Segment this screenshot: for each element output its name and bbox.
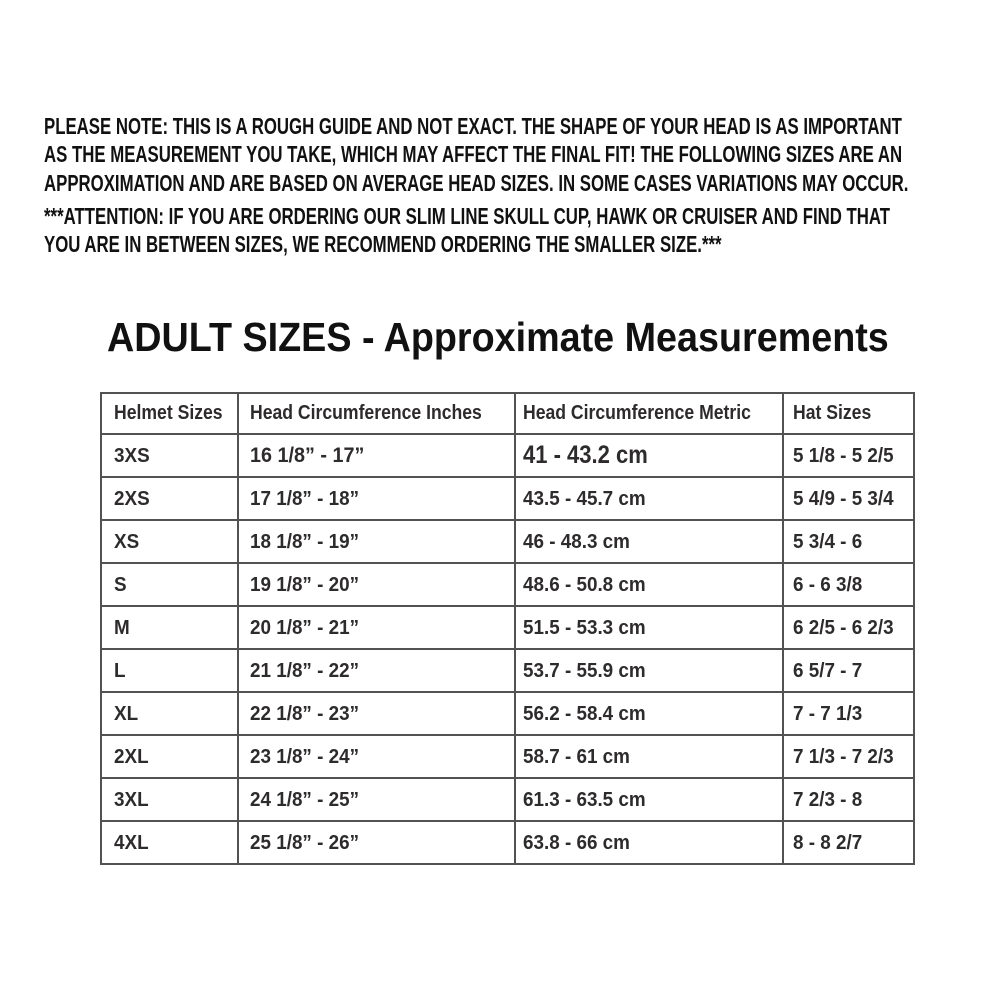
inches-cell <box>238 692 514 735</box>
inches-cell <box>238 606 514 649</box>
metric-value: 63.8 - 66 cm <box>522 830 630 854</box>
hat-size-value: 6 5/7 - 7 <box>792 658 863 682</box>
hat-size-value: 6 2/5 - 6 2/3 <box>792 615 894 639</box>
helmet-size-cell <box>101 778 238 821</box>
helmet-size-cell <box>101 434 238 477</box>
hat-size-cell <box>783 520 914 563</box>
helmet-size-cell <box>101 520 238 563</box>
metric-value: 53.7 - 55.9 cm <box>522 658 646 682</box>
table-row <box>101 778 914 821</box>
table-header-cell <box>238 393 514 434</box>
inches-cell <box>238 477 514 520</box>
note-line: PLEASE NOTE: THIS IS A ROUGH GUIDE AND NOT EXACT. THE SHAPE OF YOUR HEAD IS AS IMPORTANT <box>44 113 902 139</box>
inches-value: 23 1/8” - 24” <box>250 744 360 768</box>
helmet-size-value: M <box>114 615 130 639</box>
metric-cell <box>515 649 783 692</box>
metric-cell <box>515 434 783 477</box>
metric-value: 56.2 - 58.4 cm <box>522 701 646 725</box>
metric-cell <box>515 821 783 864</box>
metric-value: 41 - 43.2 cm <box>522 441 648 469</box>
table-row <box>101 735 914 778</box>
inches-value: 22 1/8” - 23” <box>250 701 360 725</box>
attention-line: YOU ARE IN BETWEEN SIZES, WE RECOMMEND ORDERING THE SMALLER SIZE.*** <box>44 231 722 258</box>
inches-cell <box>238 821 514 864</box>
helmet-size-value: XS <box>114 529 140 553</box>
hat-size-value: 8 - 8 2/7 <box>792 830 863 854</box>
helmet-size-cell <box>101 606 238 649</box>
table-row <box>101 477 914 520</box>
helmet-size-value: XL <box>114 701 139 725</box>
inches-value: 17 1/8” - 18” <box>250 486 360 510</box>
table-row <box>101 563 914 606</box>
metric-value: 51.5 - 53.3 cm <box>522 615 646 639</box>
helmet-size-value: 2XL <box>114 744 149 768</box>
hat-size-cell <box>783 692 914 735</box>
table-header-row <box>101 393 914 434</box>
metric-cell <box>515 563 783 606</box>
table-row <box>101 434 914 477</box>
table-header-cell <box>101 393 238 434</box>
hat-size-value: 7 1/3 - 7 2/3 <box>792 744 894 768</box>
inches-cell <box>238 520 514 563</box>
helmet-size-cell <box>101 563 238 606</box>
hat-size-value: 5 3/4 - 6 <box>792 529 863 553</box>
inches-cell <box>238 434 514 477</box>
inches-value: 21 1/8” - 22” <box>250 658 360 682</box>
table-row <box>101 606 914 649</box>
metric-cell <box>515 520 783 563</box>
inches-value: 18 1/8” - 19” <box>250 529 360 553</box>
helmet-size-value: 2XS <box>114 486 150 510</box>
header-head-circumference-metric: Head Circumference Metric <box>522 402 751 424</box>
inches-cell <box>238 778 514 821</box>
inches-cell <box>238 649 514 692</box>
hat-size-cell <box>783 434 914 477</box>
hat-size-cell <box>783 778 914 821</box>
hat-size-cell <box>783 735 914 778</box>
helmet-size-value: S <box>114 572 127 596</box>
inches-cell <box>238 735 514 778</box>
helmet-size-cell <box>101 692 238 735</box>
metric-cell <box>515 606 783 649</box>
metric-cell <box>515 735 783 778</box>
helmet-size-cell <box>101 821 238 864</box>
note-paragraph <box>44 112 1000 197</box>
hat-size-value: 5 4/9 - 5 3/4 <box>792 486 894 510</box>
metric-cell <box>515 778 783 821</box>
metric-value: 48.6 - 50.8 cm <box>522 572 646 596</box>
attention-paragraph <box>44 202 1000 259</box>
header-helmet-sizes: Helmet Sizes <box>114 402 223 424</box>
inches-cell <box>238 563 514 606</box>
hat-size-value: 7 2/3 - 8 <box>792 787 863 811</box>
hat-size-value: 6 - 6 3/8 <box>792 572 863 596</box>
hat-size-cell <box>783 563 914 606</box>
table-row <box>101 520 914 563</box>
metric-value: 46 - 48.3 cm <box>522 529 630 553</box>
table-row <box>101 821 914 864</box>
inches-value: 20 1/8” - 21” <box>250 615 360 639</box>
hat-size-cell <box>783 606 914 649</box>
helmet-size-cell <box>101 735 238 778</box>
attention-line: ***ATTENTION: IF YOU ARE ORDERING OUR SLIM LINE SKULL CUP, HAWK OR CRUISER AND FIND THAT <box>44 203 891 229</box>
hat-size-cell <box>783 649 914 692</box>
helmet-size-value: 3XS <box>114 443 150 467</box>
hat-size-cell <box>783 821 914 864</box>
table-header-cell <box>515 393 783 434</box>
hat-size-cell <box>783 477 914 520</box>
inches-value: 25 1/8” - 26” <box>250 830 360 854</box>
table-header-cell <box>783 393 914 434</box>
metric-value: 43.5 - 45.7 cm <box>522 486 646 510</box>
helmet-size-cell <box>101 649 238 692</box>
header-head-circumference-inches: Head Circumference Inches <box>250 402 483 424</box>
page-title: ADULT SIZES - Approximate Measurements <box>107 314 889 360</box>
hat-size-value: 7 - 7 1/3 <box>792 701 863 725</box>
note-line: APPROXIMATION AND ARE BASED ON AVERAGE HEAD SIZES. IN SOME CASES VARIATIONS MAY OCCUR. <box>44 169 909 196</box>
hat-size-value: 5 1/8 - 5 2/5 <box>792 443 894 467</box>
metric-cell <box>515 477 783 520</box>
inches-value: 24 1/8” - 25” <box>250 787 360 811</box>
helmet-size-value: 3XL <box>114 787 149 811</box>
inches-value: 16 1/8” - 17” <box>250 443 365 467</box>
metric-cell <box>515 692 783 735</box>
helmet-size-cell <box>101 477 238 520</box>
note-line: AS THE MEASUREMENT YOU TAKE, WHICH MAY AFFECT THE FINAL FIT! THE FOLLOWING SIZES ARE AN <box>44 141 903 168</box>
helmet-size-value: L <box>114 658 126 682</box>
table-row <box>101 649 914 692</box>
adult-sizes-table <box>100 392 915 865</box>
inches-value: 19 1/8” - 20” <box>250 572 360 596</box>
metric-value: 58.7 - 61 cm <box>522 744 630 768</box>
metric-value: 61.3 - 63.5 cm <box>522 787 646 811</box>
helmet-size-value: 4XL <box>114 830 149 854</box>
header-hat-sizes: Hat Sizes <box>792 402 872 424</box>
table-row <box>101 692 914 735</box>
